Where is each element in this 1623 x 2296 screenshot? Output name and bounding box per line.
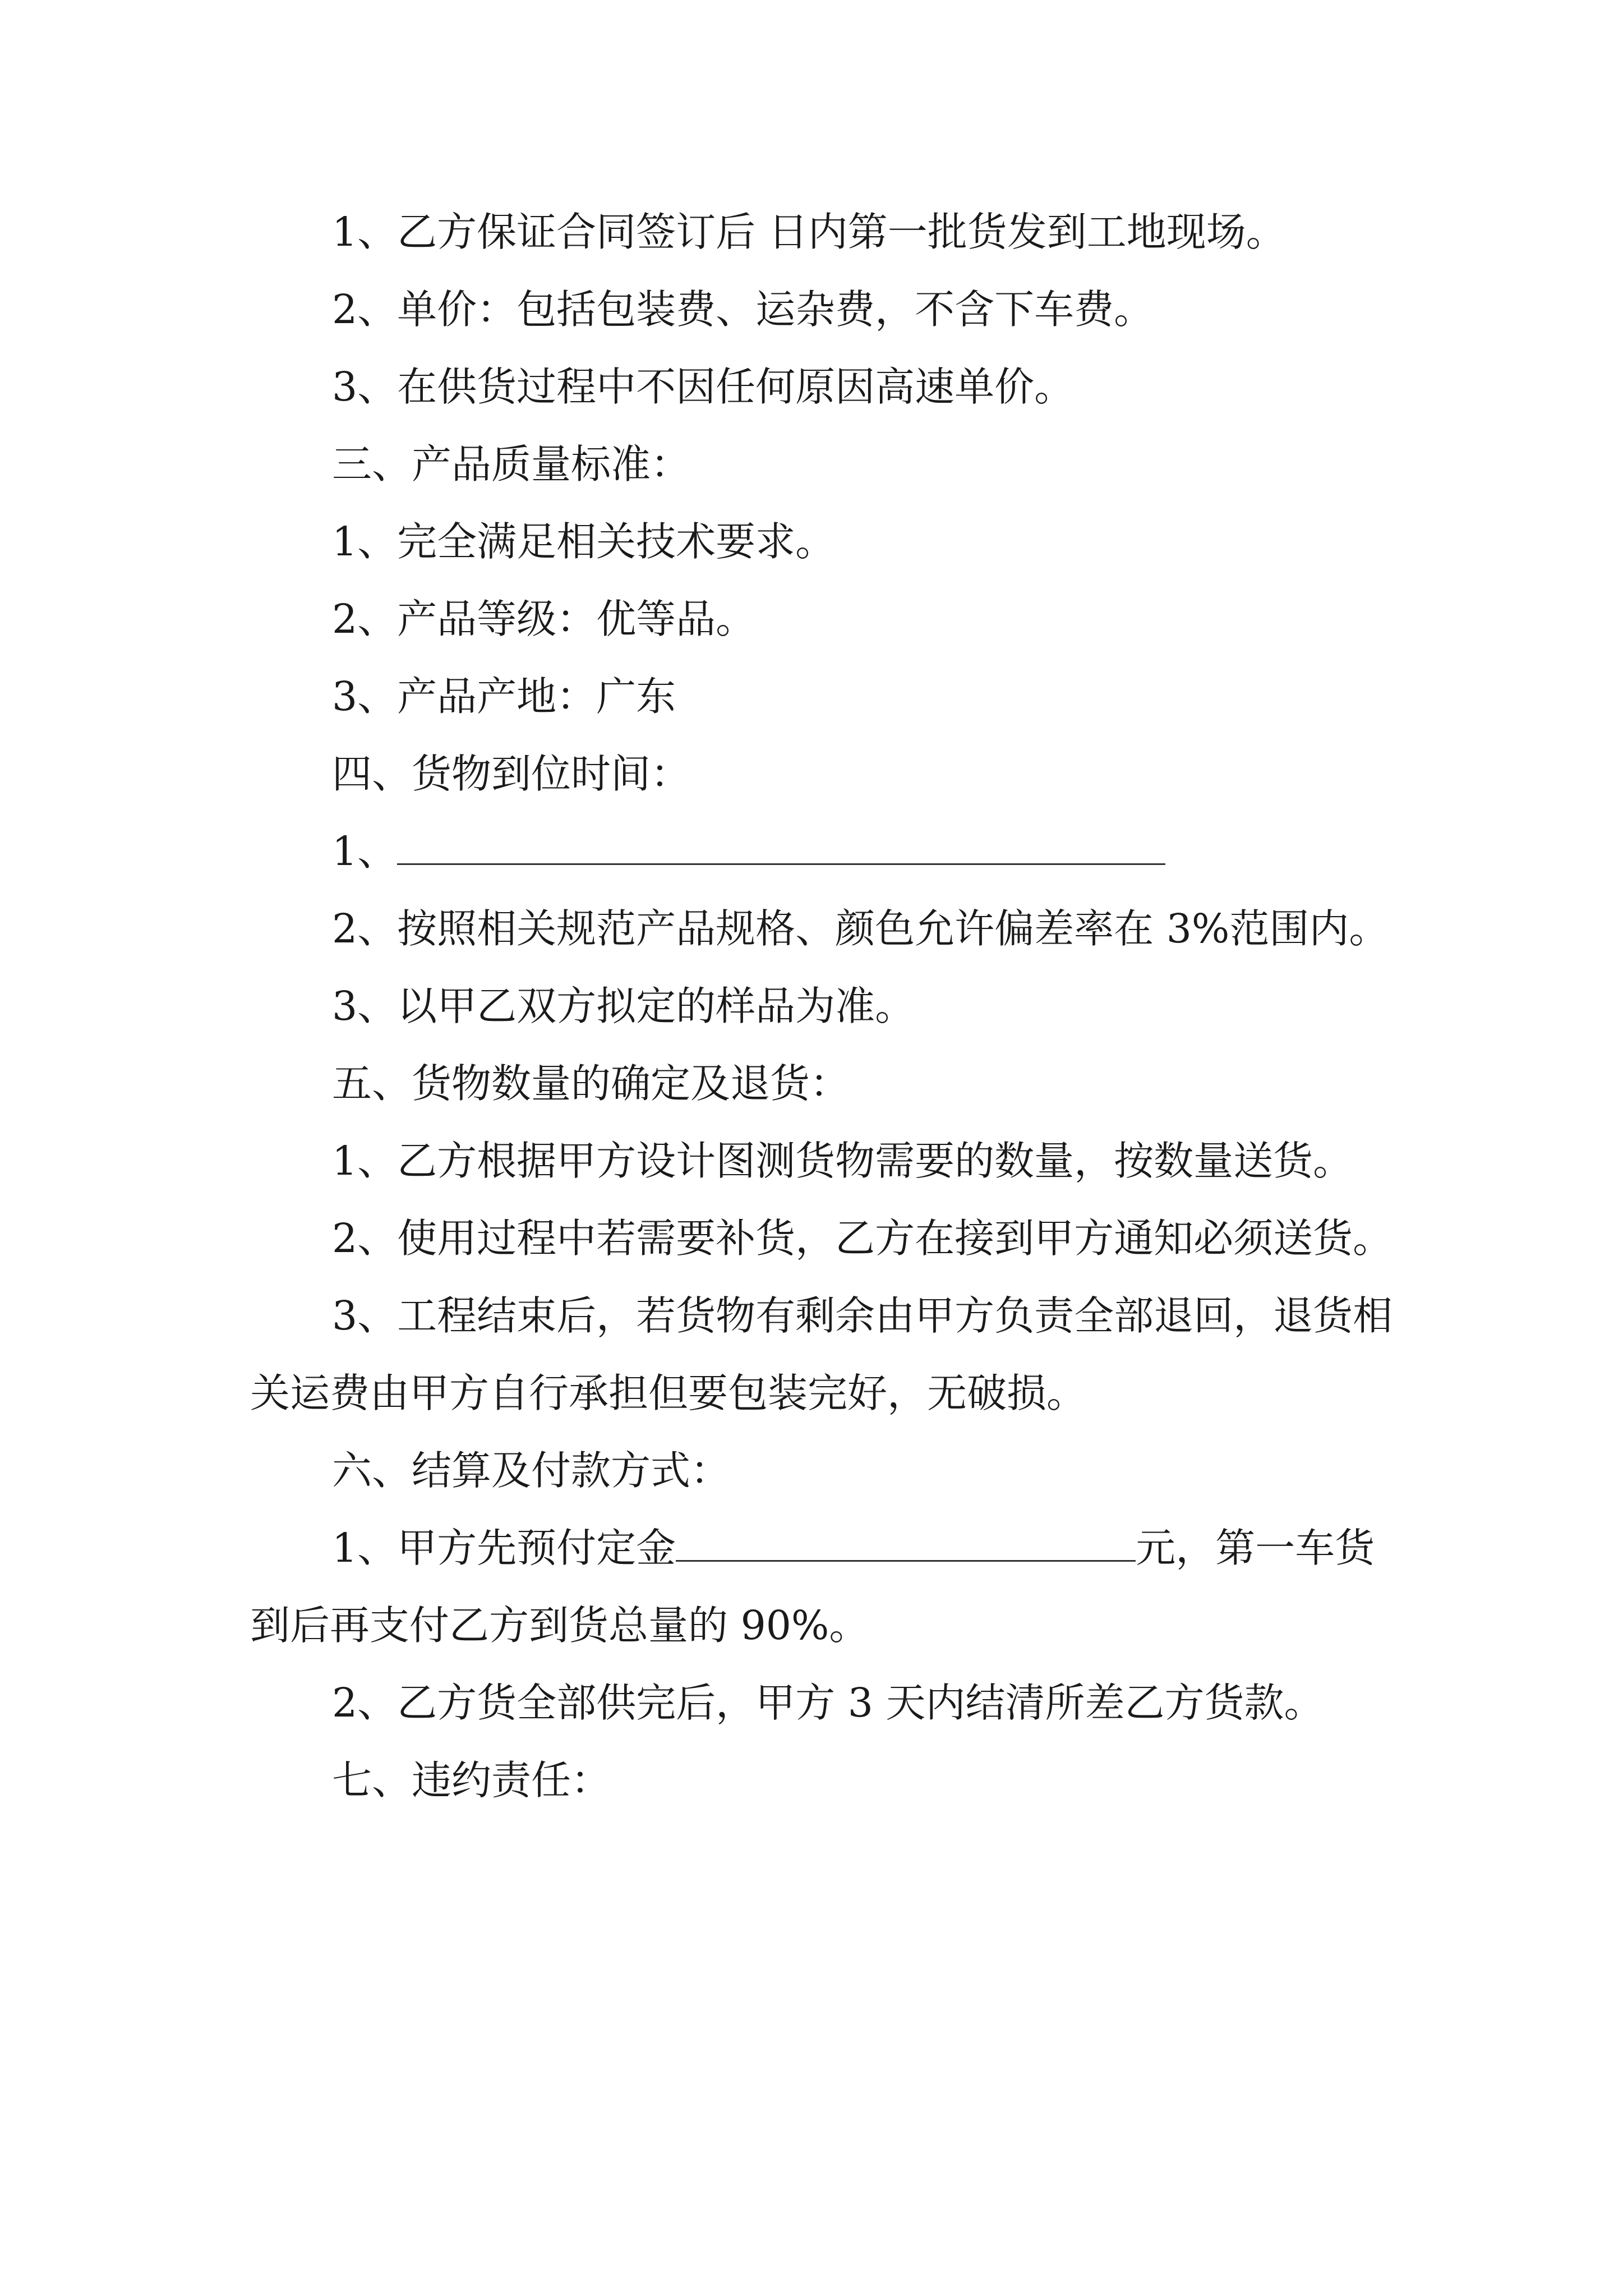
fill-in-blank-line (676, 1526, 1136, 1562)
paragraph-deposit (250, 1510, 1405, 1664)
paragraph-arrival-item-1 (250, 813, 1405, 890)
paragraph-product-origin: 3、产品产地：广东 (332, 673, 676, 720)
paragraph-price-fixed: 3、在供货过程中不因任何原因高速单价。 (332, 364, 1075, 410)
paragraph-replenishment: 2、使用过程中若需要补货，乙方在接到甲方通知必须送货。 (332, 1215, 1393, 1262)
paragraph-sample-standard: 3、以甲乙双方拟定的样品为准。 (332, 983, 915, 1029)
paragraph-unit-price: 2、单价：包括包装费、运杂费，不含下车费。 (332, 286, 1154, 333)
paragraph-delivery: 1、乙方保证合同签订后 日内第一批货发到工地现场。 (332, 209, 1286, 255)
paragraph-deposit-after: 元，第一车货到后再支付乙方到货总量的 90%。 (250, 1525, 1375, 1649)
document-body (250, 194, 1405, 1819)
paragraph-product-grade: 2、产品等级：优等品。 (332, 596, 756, 642)
section-heading-payment: 六、结算及付款方式： (332, 1447, 731, 1494)
section-heading-liability: 七、违约责任： (332, 1757, 611, 1803)
paragraph-tech-requirements: 1、完全满足相关技术要求。 (332, 518, 836, 565)
section-heading-quality: 三、产品质量标准： (332, 441, 691, 487)
section-heading-arrival-time: 四、货物到位时间： (332, 751, 691, 797)
section-heading-quantity-return: 五、货物数量的确定及退货： (332, 1060, 850, 1107)
paragraph-settlement: 2、乙方货全部供完后，甲方 3 天内结清所差乙方货款。 (332, 1680, 1324, 1726)
paragraph-return-goods: 3、工程结束后，若货物有剩余由甲方负责全部退回，退货相关运费由甲方自行承担但要包装完好，无破损。 (250, 1292, 1393, 1416)
paragraph-deviation-rate: 2、按照相关规范产品规格、颜色允许偏差率在 3%范围内。 (332, 905, 1389, 952)
fill-in-blank-line (397, 830, 1165, 865)
paragraph-arrival-item-1-label: 1、 (332, 828, 398, 875)
paragraph-deposit-before: 1、甲方先预付定金 (332, 1525, 676, 1571)
paragraph-quantity-delivery: 1、乙方根据甲方设计图测货物需要的数量，按数量送货。 (332, 1138, 1353, 1184)
